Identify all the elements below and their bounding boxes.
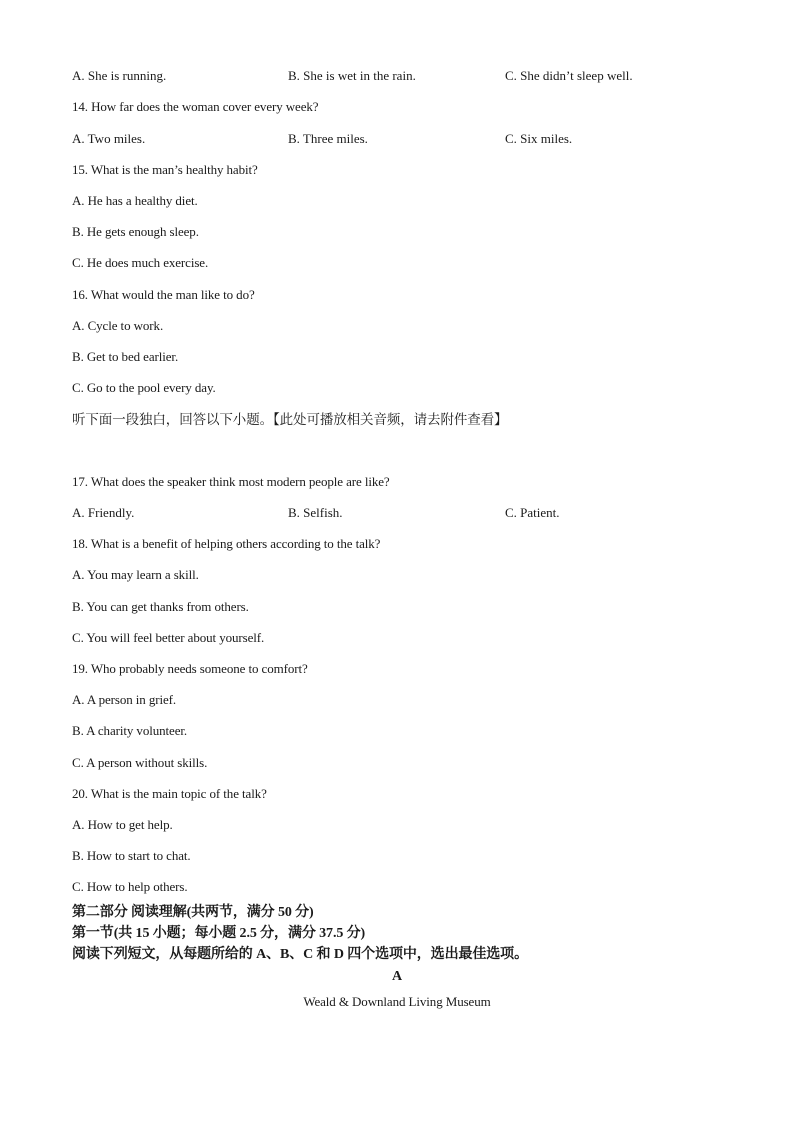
question-18-option-b: B. You can get thanks from others. (72, 599, 249, 614)
question-18-option-a: A. You may learn a skill. (72, 567, 199, 582)
question-17-options (0, 504, 794, 522)
question-15-option-a: A. He has a healthy diet. (72, 193, 198, 208)
question-18-text: 18. What is a benefit of helping others according to the talk? (72, 536, 381, 551)
question-16-option-a: A. Cycle to work. (72, 318, 164, 333)
question-13-option-a: A. She is running. (72, 68, 167, 83)
question-15-option-b: B. He gets enough sleep. (72, 224, 199, 239)
question-15-text: 15. What is the man’s healthy habit? (72, 162, 258, 177)
question-14-option-a: A. Two miles. (72, 131, 146, 146)
question-20-option-a: A. How to get help. (72, 817, 173, 832)
question-15-option-c: C. He does much exercise. (72, 255, 209, 270)
monologue-instruction: 听下面一段独白，回答以下小题。【此处可播放相关音频，请去附件查看】 (72, 412, 508, 427)
section-1-heading: 第一节(共 15 小题；每小题 2.5 分，满分 37.5 分) (72, 926, 366, 941)
question-20-option-b: B. How to start to chat. (72, 848, 191, 863)
passage-title: Weald & Downland Living Museum (303, 994, 491, 1009)
question-19-option-c: C. A person without skills. (72, 755, 208, 770)
question-16-option-c: C. Go to the pool every day. (72, 380, 216, 395)
question-14-option-b: B. Three miles. (288, 131, 368, 146)
question-17-text: 17. What does the speaker think most modern people are like? (72, 474, 390, 489)
question-13-option-c: C. She didn’t sleep well. (505, 68, 633, 83)
question-14-option-c: C. Six miles. (505, 131, 573, 146)
question-20-option-c: C. How to help others. (72, 879, 188, 894)
question-14-text: 14. How far does the woman cover every week? (72, 99, 319, 114)
question-13-options (0, 67, 794, 85)
question-19-text: 19. Who probably needs someone to comfort? (72, 661, 308, 676)
question-13-option-b: B. She is wet in the rain. (288, 68, 416, 83)
question-20-text: 20. What is the main topic of the talk? (72, 786, 267, 801)
question-16-text: 16. What would the man like to do? (72, 287, 255, 302)
reading-instruction: 阅读下列短文，从每题所给的 A、B、C 和 D 四个选项中，选出最佳选项。 (72, 947, 528, 962)
question-17-option-a: A. Friendly. (72, 505, 135, 520)
question-17-option-c: C. Patient. (505, 505, 560, 520)
passage-label: A (391, 969, 402, 984)
question-18-option-c: C. You will feel better about yourself. (72, 630, 265, 645)
question-19-option-a: A. A person in grief. (72, 692, 177, 707)
question-16-option-b: B. Get to bed earlier. (72, 349, 179, 364)
question-14-options (0, 130, 794, 148)
part-2-heading: 第二部分 阅读理解(共两节，满分 50 分) (72, 905, 314, 920)
question-19-option-b: B. A charity volunteer. (72, 723, 188, 738)
question-17-option-b: B. Selfish. (288, 505, 343, 520)
